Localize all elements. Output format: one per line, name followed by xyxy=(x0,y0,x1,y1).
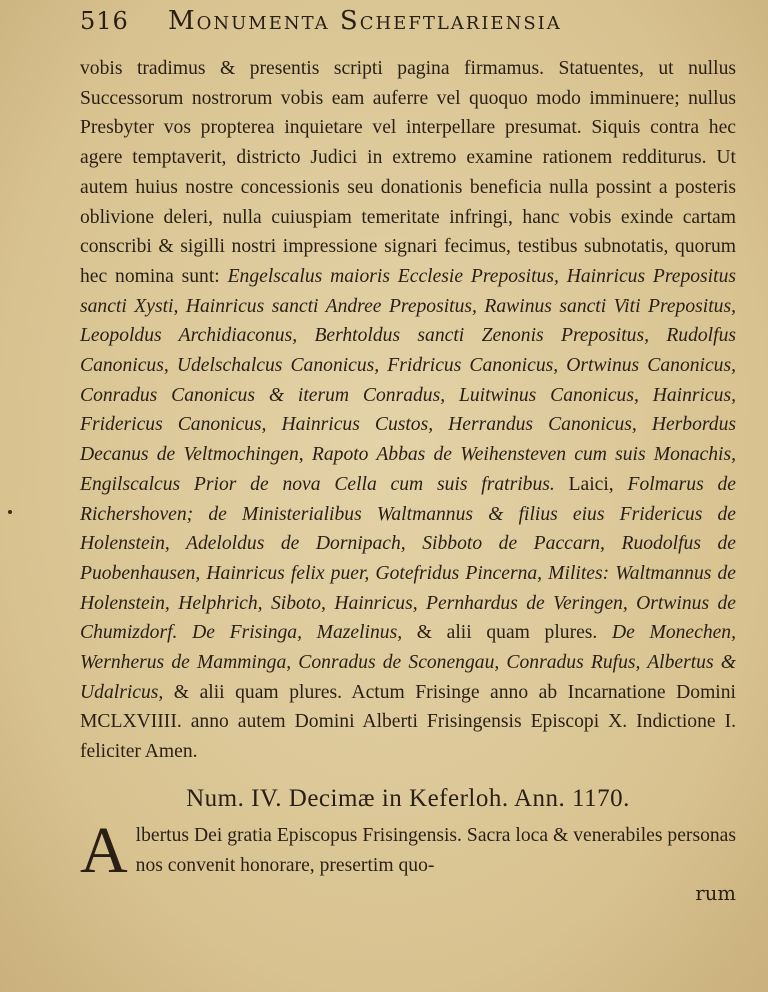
monechen-witness-list: De Monechen, Wernherus de Mamminga, Conradus de Sconengau, Conradus Rufus, Albertus & Udalricus, xyxy=(80,622,737,703)
section-text: lbertus Dei gratia Episcopus Frisingensis. Sacra loca & venerabiles personas nos convenit honorare, presertim quo- xyxy=(135,824,736,876)
running-title: Monumenta Scheftlariensia xyxy=(168,6,562,36)
page-number: 516 xyxy=(80,7,129,35)
text-segment: & alii quam plures. xyxy=(402,622,612,644)
lay-witness-list: Folmarus de Richershoven; de Ministerialibus Waltmannus & filius eius Fridericus de Holenstein, Adeloldus de Dornipach, Sibboto de Paccarn, Ruodolfus de Puobenhausen, Hainricus felix puer, Gotefridus Pincerna, Milites: Waltmannus de Holenstein, Helphrich, Siboto, Hainricus, Pernhardus de Veringen, Ortwinus de Chumizdorf. De Frisinga, Mazelinus, xyxy=(80,473,736,644)
margin-mark xyxy=(8,510,12,514)
text-segment: vobis tradimus & presentis scripti pagina firmamus. Statuentes, ut nullus Successorum nostrorum vobis eam auferre vel quoquo modo imminuere; nullus Presbyter vos propterea inquietare vel interpellare presumat. Siquis contra hec agere temptaverit, districto Judici in extremo examine rationem redditurus. Ut autem huius nostre concessionis seu donationis beneficia nulla possint a posteris oblivione deleri, nulla cuiuspiam temeritate infringi, hanc vobis exinde cartam conscribi & sigilli nostri impressione signari fecimus, testibus subnotatis, quorum hec nomina sunt: xyxy=(80,58,736,287)
section-title: Num. IV. Decimæ in Keferloh. Ann. 1170. xyxy=(186,784,630,812)
drop-cap: A xyxy=(80,813,128,887)
book-page xyxy=(80,6,736,905)
catchword: rum xyxy=(695,882,736,906)
text-segment: Laici, xyxy=(554,473,628,495)
dating-clause: & alii quam plures. Actum Frisinge anno ab Incarnatione Domini MCLXVIIII. anno autem Domini Alberti Frisingensis Episcopi X. Indictione I. feliciter Amen. xyxy=(80,681,736,763)
section-text-block xyxy=(80,813,736,887)
main-text-block xyxy=(80,54,736,767)
witness-list: Engelscalus maioris Ecclesie Prepositus, Hainricus Prepositus sancti Xysti, Hainricus sancti Andree Prepositus, Rawinus sancti Viti Prepositus, Leopoldus Archidiaconus, Berhtoldus sancti Zenonis Prepositus, Rudolfus Canonicus, Udelschalcus Canonicus, Fridricus Canonicus, Ortwinus Canonicus, Conradus Canonicus & iterum Conradus, Luitwinus Canonicus, Hainricus, Fridericus Canonicus, Hainricus Custos, Herrandus Canonicus, Herbordus Decanus de Veltmochingen, Rapoto Abbas de Weihensteven cum suis Monachis, Engilscalcus Prior de nova Cella cum suis fratribus. xyxy=(80,265,736,495)
running-header xyxy=(80,6,736,42)
